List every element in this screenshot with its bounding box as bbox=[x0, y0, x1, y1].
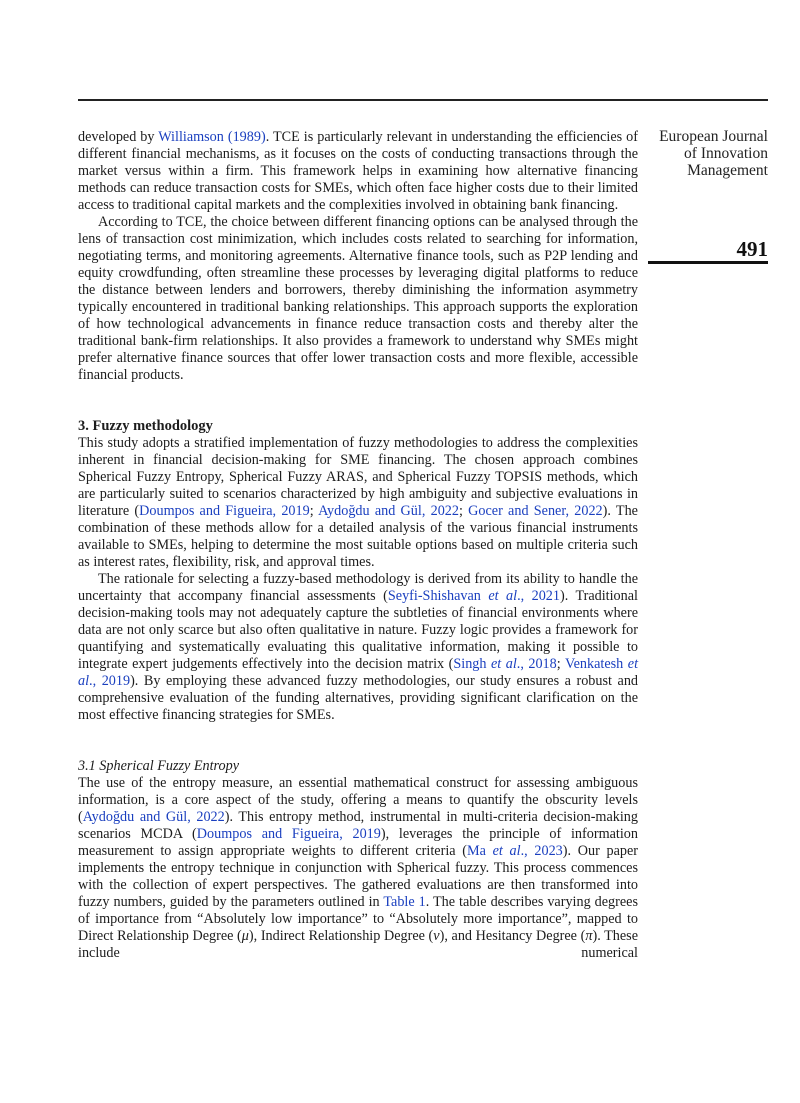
text: The rationale for selecting a fuzzy-based methodology is derived from its ability to handle the uncertainty that accompany financial assessments ( bbox=[78, 571, 638, 604]
section-heading: 3. Fuzzy methodology bbox=[78, 418, 213, 434]
text: Seyfi-Shishavan bbox=[387, 588, 489, 604]
paragraph bbox=[78, 129, 638, 214]
text: The use of the entropy measure, an essential mathematical construct for assessing ambiguous information, is a core aspect of the study, offering a means to quantify the obscurity levels ( bbox=[78, 775, 638, 825]
page-number-rule bbox=[648, 261, 768, 264]
text: ). These include numerical bbox=[78, 928, 639, 961]
citation-link[interactable] bbox=[453, 656, 556, 672]
text: ). By employing these advanced fuzzy methodologies, our study ensures a robust and comprehensive evaluation of the funding alternatives, providing significant clarification on the most effective financing strategies for SMEs. bbox=[78, 673, 639, 723]
spacer bbox=[78, 724, 638, 758]
text: ., 2023 bbox=[520, 843, 563, 859]
citation-link[interactable]: Doumpos and Figueira, 2019 bbox=[196, 826, 381, 842]
text: ., 2018 bbox=[516, 656, 557, 672]
journal-line: Management bbox=[687, 162, 768, 179]
paragraph bbox=[78, 435, 638, 571]
text: ), Indirect Relationship Degree ( bbox=[248, 928, 434, 944]
text: ; bbox=[309, 503, 319, 519]
text: Venkatesh bbox=[564, 656, 628, 672]
math-symbol: μ bbox=[241, 928, 249, 944]
body-column bbox=[78, 129, 638, 962]
citation-link[interactable]: Aydoğdu and Gül, 2022 bbox=[318, 503, 459, 519]
text: ., 2019 bbox=[89, 673, 131, 689]
text: et al bbox=[78, 656, 639, 689]
text: et al bbox=[488, 588, 518, 604]
text: ). This entropy method, instrumental in multi-criteria decision-making scenarios MCDA ( bbox=[78, 809, 638, 842]
text: This study adopts a stratified implementation of fuzzy methodologies to address the complexities inherent in financial decision-making for SME financing. The chosen approach combines Spherical Fuzzy Entropy, Spherical Fuzzy ARAS, and Spherical Fuzzy TOPSIS methods, which are particularly suited to scenarios characterized by high ambiguity and subjective evaluations in literature ( bbox=[78, 435, 638, 519]
text: . TCE is particularly relevant in understanding the efficiencies of different financial mechanisms, as it focuses on the costs of conducting transactions through the market versus within a firm. This framework helps in examining how alternative financing methods can reduce transaction costs for SMEs, which often face higher costs due to their limited access to traditional capital markets and the complexities involved in obtaining bank financing. bbox=[78, 129, 638, 213]
text: ), leverages the principle of information measurement to assign appropriate weights to different criteria ( bbox=[78, 826, 638, 859]
text: developed by bbox=[78, 129, 159, 145]
journal-line: of Innovation bbox=[684, 145, 768, 162]
paragraph bbox=[78, 214, 638, 384]
citation-link[interactable]: Doumpos and Figueira, 2019 bbox=[139, 503, 310, 519]
subsection-heading: 3.1 Spherical Fuzzy Entropy bbox=[78, 758, 240, 774]
math-symbol: v bbox=[433, 928, 440, 944]
text: ., 2021 bbox=[517, 588, 560, 604]
citation-link[interactable] bbox=[467, 843, 563, 859]
math-symbol: π bbox=[585, 928, 593, 944]
text: ). Our paper implements the entropy technique in conjunction with Spherical fuzzy. This process commences with the collection of expert perspectives. The gathered evaluations are then transformed into fuzzy numbers, guided by the parameters outlined in bbox=[78, 843, 639, 910]
text: ). Traditional decision-making tools may not adequately capture the subtleties of financial environments where data are not only scarce but also often qualitative in nature. Fuzzy logic provides a framework for quantifying and systematically evaluating this qualitative information, making it possible to integrate expert judgements effectively into the decision matrix ( bbox=[78, 588, 638, 672]
citation-link[interactable]: Aydoğdu and Gül, 2022 bbox=[82, 809, 225, 825]
journal-line: European Journal bbox=[659, 128, 768, 145]
table-link[interactable]: Table 1 bbox=[383, 894, 426, 910]
text: ), and Hesitancy Degree ( bbox=[439, 928, 586, 944]
text: et al bbox=[492, 843, 521, 859]
spacer bbox=[78, 384, 638, 418]
citation-link[interactable]: Gocer and Sener, 2022 bbox=[468, 503, 603, 519]
header-rule bbox=[78, 99, 768, 101]
journal-name bbox=[618, 128, 768, 179]
text: Ma bbox=[466, 843, 493, 859]
text: ; bbox=[459, 503, 469, 519]
paragraph bbox=[78, 775, 638, 962]
text: ). The combination of these methods allow for a detailed analysis of the various financial instruments available to SMEs, helping to determine the most suitable options based on multiple criteria such as interest rates, flexibility, risk, and approval times. bbox=[78, 503, 638, 570]
text: et al bbox=[490, 656, 517, 672]
text: ; bbox=[556, 656, 565, 672]
text: . The table describes varying degrees of importance from “Absolutely low importance” to “Absolutely more importance”, mapped to Direct Relationship Degree ( bbox=[78, 894, 638, 944]
text: According to TCE, the choice between different financing options can be analysed through the lens of transaction cost minimization, which includes costs related to searching for information, negotiating terms, and monitoring agreements. Alternative finance tools, such as P2P lending and equity crowdfunding, often streamline these processes by leveraging digital platforms to reduce the distance between lenders and borrowers, thereby diminishing the information asymmetry typically encountered in traditional banking relationships. This approach supports the exploration of how technological advancements in finance reduce transaction costs and thereby alter the traditional bank-firm relationships. It also provides a framework to understand why SMEs might prefer alternative finance sources that offer lower transaction costs and more flexible, accessible financial products. bbox=[78, 214, 638, 383]
text: Singh bbox=[453, 656, 491, 672]
paragraph bbox=[78, 571, 638, 724]
page-number: 491 bbox=[736, 237, 768, 261]
citation-link[interactable] bbox=[388, 588, 560, 604]
citation-link[interactable]: Williamson (1989) bbox=[158, 129, 266, 145]
